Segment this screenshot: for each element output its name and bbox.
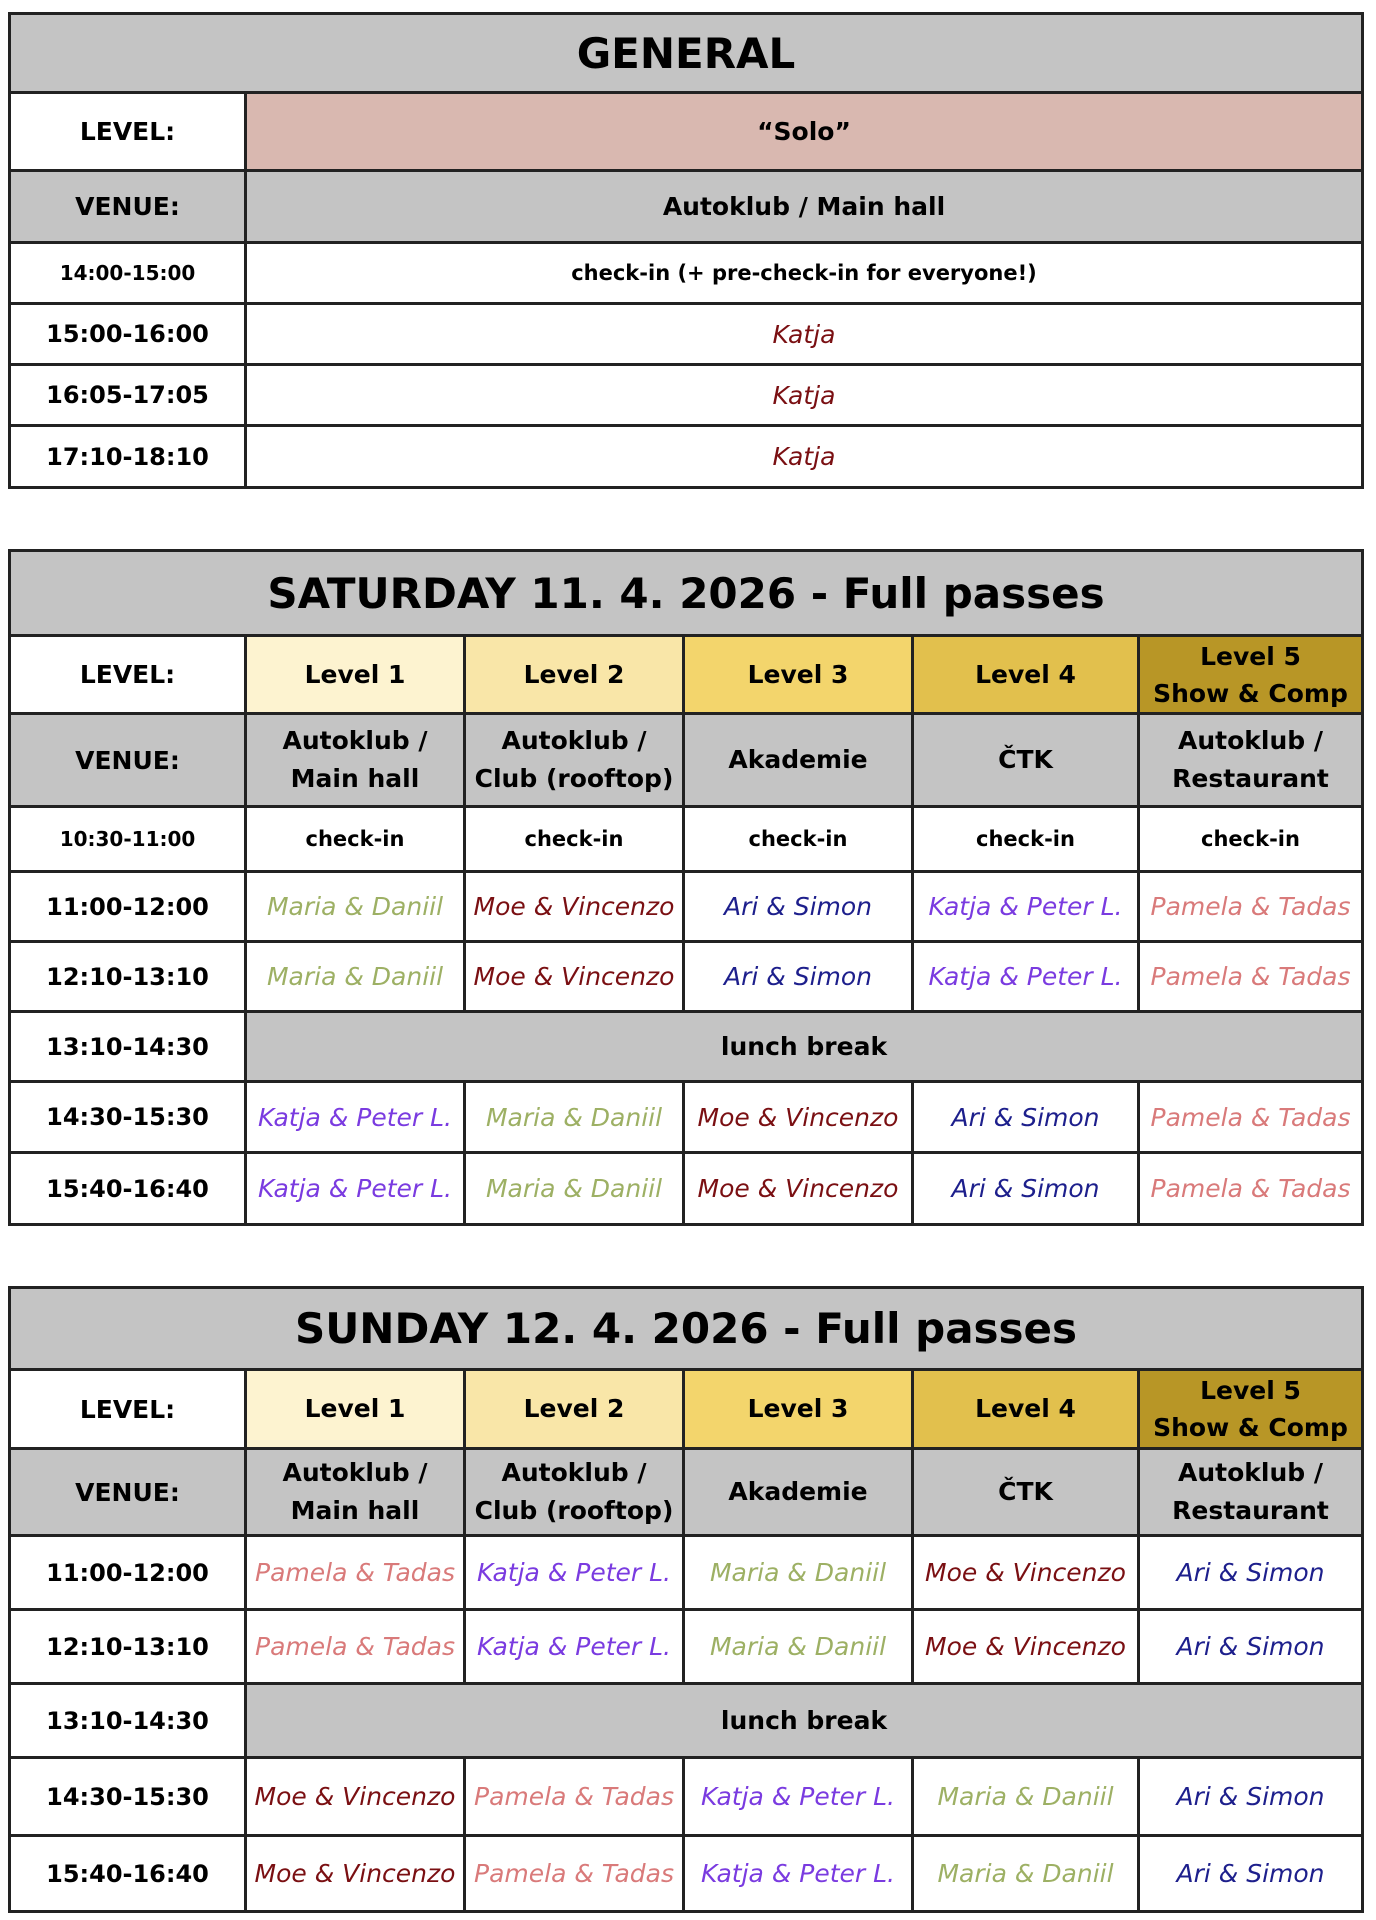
venue-cell: Akademie: [684, 1449, 913, 1536]
class-slot: Katja & Peter L.: [246, 1082, 465, 1153]
class-slot: Moe & Vincenzo: [465, 942, 684, 1012]
class-slot: Pamela & Tadas: [246, 1536, 465, 1610]
class-slot: Maria & Daniil: [465, 1082, 684, 1153]
class-slot: Katja & Peter L.: [465, 1536, 684, 1610]
level-4-header: Level 4: [913, 636, 1139, 714]
saturday-schedule-table: [8, 549, 1364, 1226]
lunch-break: lunch break: [246, 1012, 1363, 1082]
time-slot: 15:00-16:00: [10, 304, 246, 365]
class-slot: Ari & Simon: [684, 872, 913, 942]
class-slot: Maria & Daniil: [913, 1758, 1139, 1836]
class-slot: Katja: [246, 304, 1363, 365]
class-slot: Ari & Simon: [684, 942, 913, 1012]
class-slot: Moe & Vincenzo: [246, 1836, 465, 1912]
class-slot: Ari & Simon: [913, 1082, 1139, 1153]
class-slot: Katja & Peter L.: [913, 872, 1139, 942]
level-4-header: Level 4: [913, 1370, 1139, 1449]
general-schedule-table: [8, 12, 1364, 489]
level-2-header: Level 2: [465, 1370, 684, 1449]
time-slot: 10:30-11:00: [10, 807, 246, 872]
venue-cell: Autoklub / Main hall: [246, 1449, 465, 1536]
venue-cell: Autoklub / Main hall: [246, 714, 465, 807]
time-slot: 11:00-12:00: [10, 872, 246, 942]
class-slot: Katja: [246, 365, 1363, 426]
class-slot: Ari & Simon: [1139, 1836, 1363, 1912]
saturday-title: SATURDAY 11. 4. 2026 - Full passes: [10, 551, 1363, 636]
time-slot: 11:00-12:00: [10, 1536, 246, 1610]
level-label: LEVEL:: [10, 1370, 246, 1449]
class-slot: Maria & Daniil: [246, 942, 465, 1012]
class-slot: Moe & Vincenzo: [465, 872, 684, 942]
class-slot: Moe & Vincenzo: [246, 1758, 465, 1836]
class-slot: Pamela & Tadas: [1139, 1153, 1363, 1225]
level-3-header: Level 3: [684, 1370, 913, 1449]
class-slot: Moe & Vincenzo: [684, 1082, 913, 1153]
class-slot: Maria & Daniil: [684, 1536, 913, 1610]
time-slot: 14:30-15:30: [10, 1082, 246, 1153]
level-2-header: Level 2: [465, 636, 684, 714]
level-label: LEVEL:: [10, 636, 246, 714]
class-slot: Pamela & Tadas: [465, 1836, 684, 1912]
class-slot: Katja & Peter L.: [465, 1610, 684, 1684]
time-slot: 14:30-15:30: [10, 1758, 246, 1836]
checkin-cell: check-in: [246, 807, 465, 872]
time-slot: 17:10-18:10: [10, 426, 246, 488]
time-slot: 12:10-13:10: [10, 942, 246, 1012]
class-slot: Pamela & Tadas: [1139, 942, 1363, 1012]
class-slot: Katja & Peter L.: [246, 1153, 465, 1225]
class-slot: Ari & Simon: [1139, 1610, 1363, 1684]
level-1-header: Level 1: [246, 1370, 465, 1449]
time-slot: 15:40-16:40: [10, 1153, 246, 1225]
class-slot: Maria & Daniil: [684, 1610, 913, 1684]
sunday-schedule-table: [8, 1286, 1364, 1913]
class-slot: Pamela & Tadas: [1139, 1082, 1363, 1153]
class-slot: Katja: [246, 426, 1363, 488]
checkin-cell: check-in: [913, 807, 1139, 872]
class-slot: Ari & Simon: [913, 1153, 1139, 1225]
checkin-cell: check-in: [684, 807, 913, 872]
level-value: “Solo”: [246, 93, 1363, 171]
venue-cell: Autoklub / Club (rooftop): [465, 1449, 684, 1536]
class-slot: Ari & Simon: [1139, 1536, 1363, 1610]
time-slot: 14:00-15:00: [10, 243, 246, 304]
lunch-break: lunch break: [246, 1684, 1363, 1758]
level-label: LEVEL:: [10, 93, 246, 171]
level-5-header: Level 5 Show & Comp: [1139, 636, 1363, 714]
class-slot: Maria & Daniil: [913, 1836, 1139, 1912]
venue-cell: Autoklub / Restaurant: [1139, 714, 1363, 807]
venue-cell: ČTK: [913, 1449, 1139, 1536]
class-slot: Moe & Vincenzo: [913, 1536, 1139, 1610]
class-slot: Ari & Simon: [1139, 1758, 1363, 1836]
venue-label: VENUE:: [10, 714, 246, 807]
checkin-note: check-in (+ pre-check-in for everyone!): [246, 243, 1363, 304]
time-slot: 12:10-13:10: [10, 1610, 246, 1684]
sunday-title: SUNDAY 12. 4. 2026 - Full passes: [10, 1288, 1363, 1370]
venue-cell: Autoklub / Restaurant: [1139, 1449, 1363, 1536]
level-1-header: Level 1: [246, 636, 465, 714]
venue-cell: Akademie: [684, 714, 913, 807]
time-slot: 15:40-16:40: [10, 1836, 246, 1912]
class-slot: Katja & Peter L.: [684, 1758, 913, 1836]
class-slot: Katja & Peter L.: [684, 1836, 913, 1912]
venue-value: Autoklub / Main hall: [246, 171, 1363, 243]
venue-cell: ČTK: [913, 714, 1139, 807]
class-slot: Katja & Peter L.: [913, 942, 1139, 1012]
time-slot: 13:10-14:30: [10, 1684, 246, 1758]
class-slot: Pamela & Tadas: [246, 1610, 465, 1684]
class-slot: Pamela & Tadas: [465, 1758, 684, 1836]
level-5-header: Level 5 Show & Comp: [1139, 1370, 1363, 1449]
general-title: GENERAL: [10, 14, 1363, 93]
class-slot: Pamela & Tadas: [1139, 872, 1363, 942]
time-slot: 13:10-14:30: [10, 1012, 246, 1082]
time-slot: 16:05-17:05: [10, 365, 246, 426]
class-slot: Moe & Vincenzo: [913, 1610, 1139, 1684]
checkin-cell: check-in: [1139, 807, 1363, 872]
venue-label: VENUE:: [10, 171, 246, 243]
level-3-header: Level 3: [684, 636, 913, 714]
venue-label: VENUE:: [10, 1449, 246, 1536]
venue-cell: Autoklub / Club (rooftop): [465, 714, 684, 807]
checkin-cell: check-in: [465, 807, 684, 872]
class-slot: Maria & Daniil: [246, 872, 465, 942]
class-slot: Maria & Daniil: [465, 1153, 684, 1225]
class-slot: Moe & Vincenzo: [684, 1153, 913, 1225]
